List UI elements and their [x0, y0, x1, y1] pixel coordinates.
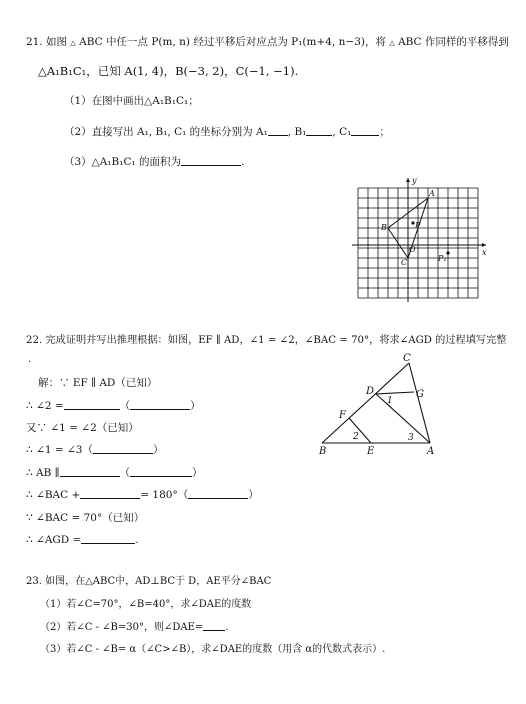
- label-c: C: [401, 258, 408, 267]
- x-axis-label: x: [482, 248, 487, 257]
- q21-line1: [26, 35, 509, 50]
- answer-blank[interactable]: [60, 466, 120, 477]
- label-angle-3: 3: [408, 433, 414, 443]
- triangle-icon: △: [389, 39, 395, 47]
- coordinate-grid-figure: [352, 174, 492, 302]
- label-o: O: [409, 245, 416, 254]
- q22-line-8: ∴ ∠AGD = .: [26, 534, 139, 546]
- answer-blank[interactable]: [80, 488, 140, 499]
- label-a: A: [427, 446, 435, 457]
- q22-line-1: 解：∵ EF ∥ AD（已知）: [38, 377, 158, 389]
- q22-line-3: 又∵ ∠1 = ∠2（已知）: [26, 422, 139, 434]
- q22-line-5: ∴ AB ∥ （ ）: [26, 467, 203, 479]
- label-angle-2: 2: [353, 432, 359, 442]
- label-c: C: [403, 353, 411, 364]
- q21-line1-tail: ABC 作同样的平移得到: [398, 36, 509, 48]
- q22-line-7: ∵ ∠BAC = 70°（已知）: [26, 512, 145, 524]
- label-d: D: [366, 386, 375, 397]
- q22-line-4: ∴ ∠1 = ∠3（ ）: [26, 444, 164, 456]
- q22-intro: 22. 完成证明并写出推理根据：如图，EF ∥ AD，∠1 = ∠2，∠BAC = 70°，将求∠AGD 的过程填写完整: [26, 335, 507, 346]
- answer-blank[interactable]: [351, 125, 379, 136]
- y-axis-label: y: [412, 176, 417, 185]
- q22-line-2: ∴ ∠2 = （ ）: [26, 400, 201, 412]
- answer-blank[interactable]: [188, 488, 248, 499]
- answer-blank[interactable]: [181, 155, 241, 166]
- answer-blank[interactable]: [130, 466, 192, 477]
- label-angle-1: 1: [387, 396, 393, 406]
- q21-line2: △A₁B₁C₁，已知 A(1, 4)，B(−3, 2)，C(−1, −1).: [38, 64, 299, 78]
- q23-intro: 23. 如图，在△ABC中，AD⊥BC于 D，AE平分∠BAC: [26, 576, 272, 587]
- y-axis-arrow-icon: [406, 178, 410, 182]
- q23-sub1: （1）若∠C=70°，∠B=40°，求∠DAE的度数: [40, 599, 252, 610]
- label-a: A: [429, 189, 435, 198]
- answer-blank[interactable]: [64, 399, 120, 410]
- triangle-icon: △: [70, 39, 76, 47]
- q21-number-text: 21. 如图: [26, 36, 68, 48]
- label-f: F: [339, 410, 346, 421]
- x-axis-arrow-icon: [482, 243, 486, 247]
- label-p: P: [415, 221, 421, 230]
- answer-blank[interactable]: [268, 125, 288, 136]
- triangle-proof-figure: [316, 352, 444, 458]
- label-b: B: [381, 223, 387, 232]
- q21-sub1: （1）在图中画出△A₁B₁C₁；: [64, 95, 199, 107]
- label-e: E: [367, 446, 375, 457]
- answer-blank[interactable]: [203, 620, 225, 631]
- q21-sub2: （2）直接写出 A₁, B₁, C₁ 的坐标分别为 A₁ , B₁ , C₁ ；: [64, 126, 390, 138]
- q23-sub3: （3）若∠C - ∠B= α（∠C>∠B），求∠DAE的度数（用含 α的代数式表示）.: [40, 644, 386, 655]
- answer-blank[interactable]: [81, 533, 135, 544]
- answer-blank[interactable]: [130, 399, 190, 410]
- answer-blank[interactable]: [306, 125, 332, 136]
- label-p1: P₁: [438, 254, 447, 263]
- q21-sub3: （3）△A₁B₁C₁ 的面积为 .: [64, 156, 245, 168]
- point-p1: [446, 251, 449, 254]
- answer-blank[interactable]: [93, 443, 153, 454]
- q22-dot: .: [28, 353, 32, 365]
- label-b: B: [319, 446, 327, 457]
- label-g: G: [416, 389, 424, 400]
- q21-line1-text: ABC 中任一点 P(m, n) 经过平移后对应点为 P₁(m+4, n−3)，将: [79, 36, 386, 48]
- q23-sub2: （2）若∠C - ∠B=30°，则∠DAE= .: [40, 622, 229, 633]
- q22-line-6: ∴ ∠BAC + = 180°（ ）: [26, 489, 259, 501]
